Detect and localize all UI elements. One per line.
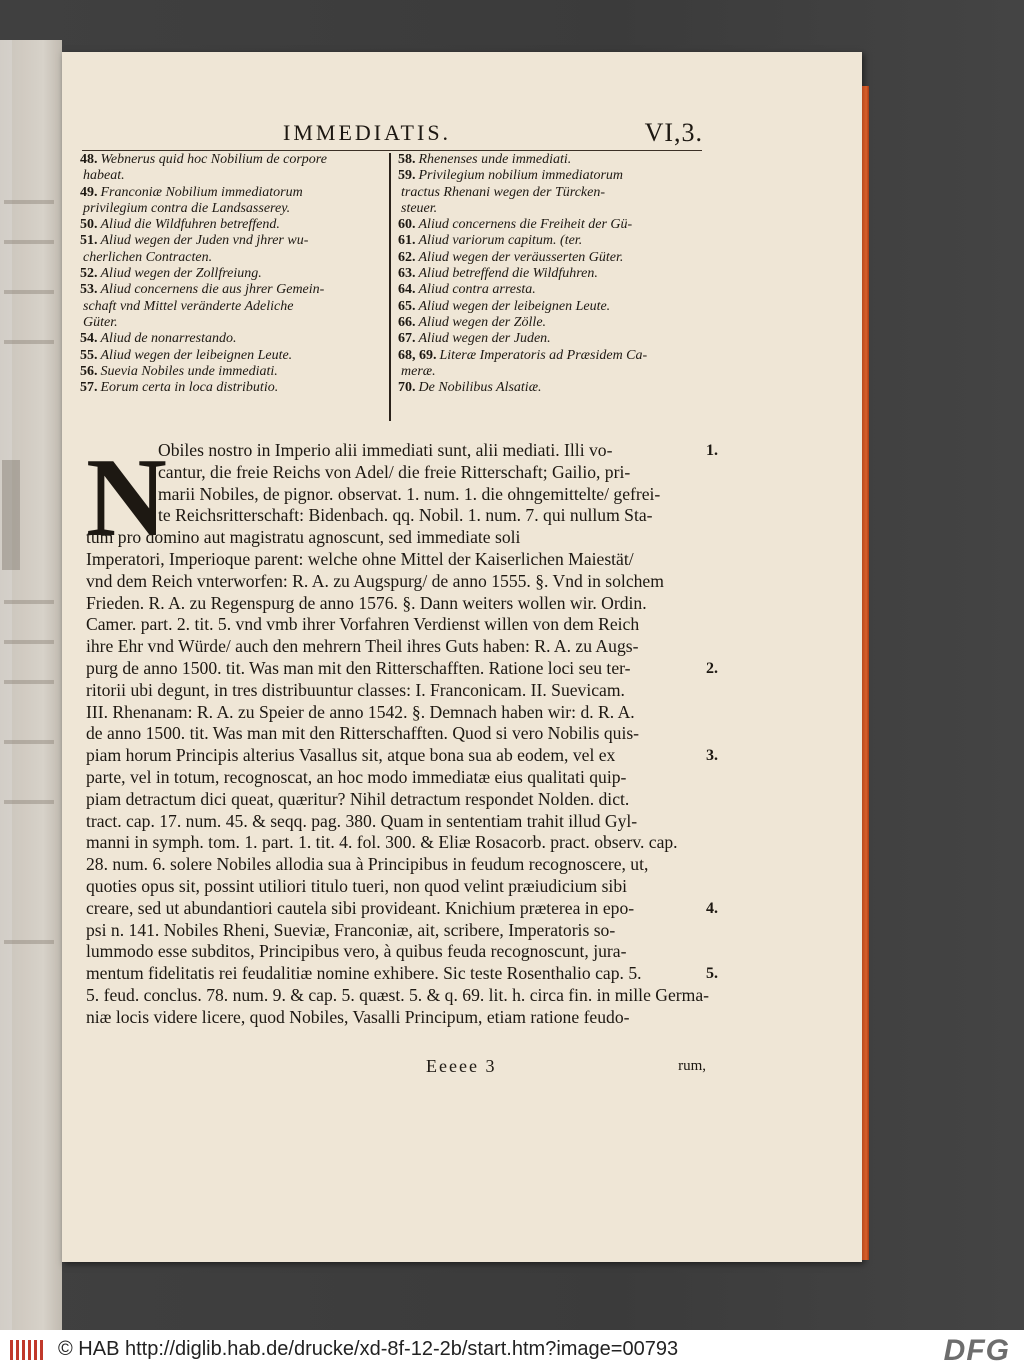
summary-entry-text: schaft vnd Mittel veränderte Adeliche [83,298,294,314]
bleed-through-line [4,640,54,644]
summary-entry-number: 57. [80,380,98,396]
summary-entry-number: 56. [80,363,98,379]
summary-entry-text: Aliud die Wildfuhren betreffend. [100,217,280,233]
summary-entry-number: 58. [398,152,416,167]
summary-entry [398,250,704,266]
bleed-through-glyph [2,460,70,570]
summary-entry [398,152,704,168]
summary-entry-text: cherlichen Contracten. [83,249,213,265]
running-header [283,120,703,150]
bleed-through-line [4,240,54,244]
body-line: mentum fidelitatis rei feudalitiæ nomine exhibere. Sic teste Rosenthalio cap. 5. [86,963,642,984]
red-page-edge [862,86,869,1260]
summary-entry-text: Eorum certa in loca distributio. [100,380,279,396]
summary-entry-number: 67. [398,331,416,347]
summary-entry-text: Rhenenses unde immediati. [418,152,572,167]
previous-page-shadow [0,40,12,1330]
summary-entry-number: 70. [398,380,416,396]
body-line: 5. feud. conclus. 78. num. 9. & cap. 5. quæst. 5. & q. 69. lit. h. circa fin. in mille Germa- [86,984,709,1005]
bleed-through-line [4,290,54,294]
summary-entry [398,299,704,315]
summary-entry [80,331,380,347]
summary-entry-number: 48. [80,152,98,167]
summary-list-right [398,152,704,396]
body-line: III. Rhenanam: R. A. zu Speier de anno 1542. §. Demnach haben wir: d. R. A. [86,701,635,722]
summary-entry-text: Aliud wegen der Zölle. [418,314,547,330]
page-footer [86,1056,706,1080]
summary-entry [398,168,704,184]
summary-entry [398,380,704,396]
summary-entry-number: 65. [398,298,416,314]
summary-entry-number: 61. [398,233,416,249]
summary-entry-text: steuer. [401,200,438,216]
header-rule [82,150,702,151]
summary-entry-text: Aliud wegen der Zollfreiung. [100,266,262,282]
summary-entry [80,168,380,184]
bleed-through-line [4,340,54,344]
body-line: Camer. part. 2. tit. 5. vnd vmb ihrer Vorfahren Verdienst willen von dem Reich [86,614,640,635]
summary-entry-text: Webnerus quid hoc Nobilium de corpore [100,152,327,167]
summary-entry [398,217,704,233]
summary-entry [398,185,704,201]
summary-entry-text: meræ. [401,363,436,379]
viewer-footer-bar [0,1330,1024,1370]
summary-entry-text: Aliud contra arresta. [418,282,536,298]
body-line: parte, vel in totum, recognoscat, an hoc modo immediatæ eius qualitati quip- [86,766,627,787]
summary-entry [398,233,704,249]
summary-entry-text: Aliud wegen der Juden vnd jhrer wu- [100,233,309,249]
summary-entry-number: 60. [398,217,416,233]
summary-entry-text: Aliud betreffend die Wildfuhren. [418,266,598,282]
summary-entry-number: 55. [80,347,98,363]
summary-entry [80,282,380,298]
summary-entry-number: 63. [398,266,416,282]
body-line: psi n. 141. Nobiles Rheni, Sueviæ, Franconiæ, ait, scribere, Imperatoris so- [86,919,616,940]
summary-entry [80,380,380,396]
hab-logo-icon [8,1336,46,1364]
summary-entry [80,152,380,168]
summary-entry-number: 68, 69. [398,347,437,363]
summary-entry-text: Aliud wegen der veräusserten Güter. [418,249,624,265]
body-line: marii Nobiles, de pignor. observat. 1. num. 1. die ohngemittelte/ gefrei- [158,483,661,504]
summary-entry [80,266,380,282]
body-line: te Reichsritterschaft: Bidenbach. qq. Nobil. 1. num. 7. qui nullum Sta- [158,505,653,526]
body-line: vnd dem Reich vnterworfen: R. A. zu Augspurg/ de anno 1555. §. Vnd in solchem [86,570,664,591]
summary-entry-number: 59. [398,168,416,184]
summary-entry-text: Aliud concernens die Freiheit der Gü- [418,217,633,233]
body-line: ritorii ubi degunt, in tres distribuuntur classes: I. Franconicam. II. Suevicam. [86,679,625,700]
summary-entry [80,299,380,315]
body-line: Frieden. R. A. zu Regenspurg de anno 1576. §. Dann weiters wollen wir. Ordin. [86,592,647,613]
summary-entry-text: Franconiæ Nobilium immediatorum [100,184,303,200]
bleed-through-line [4,940,54,944]
summary-entry [80,364,380,380]
body-line: tract. cap. 17. num. 45. & seqq. pag. 380. Quam in sententiam trahit illud Gyl- [86,810,638,831]
summary-entry-text: Suevia Nobiles unde immediati. [100,363,278,379]
summary-entry [80,217,380,233]
body-text [86,436,709,1029]
summary-entry-number: 66. [398,314,416,330]
summary-entry-text: Privilegium nobilium immediatorum [418,168,624,184]
body-line: ihre Ehr vnd Würde/ auch den mehrern Theil ihres Guts haben: R. A. zu Augs- [86,636,639,657]
summary-entry-text: Aliud de nonarrestando. [100,331,237,347]
summary-entry [398,315,704,331]
summary-entry-number: 62. [398,249,416,265]
previous-page-edge [0,40,62,1330]
body-line: niæ locis videre licere, quod Nobiles, Vasalli Principum, etiam ratione feudo- [86,1006,630,1027]
summary-entry [80,233,380,249]
summary-entry [80,348,380,364]
drop-cap: N [86,436,167,560]
summary-entry [398,201,704,217]
folio-number: VI,3. [644,118,703,147]
summary-entry-number: 53. [80,282,98,298]
body-line: quoties opus sit, possint utiliori titulo tueri, non quod velint præiudicium sibi [86,875,628,896]
body-line: creare, sed ut abundantiori cautela sibi provideant. Knichium præterea in epo- [86,897,635,918]
summary-entry [398,266,704,282]
summary-entry [398,331,704,347]
summary-entry-number: 52. [80,266,98,282]
body-line: purg de anno 1500. tit. Was man mit den Ritterschafften. Ratione loci seu ter- [86,657,631,678]
summary-entry-text: Aliud wegen der leibeignen Leute. [100,347,293,363]
summary-entry-number: 50. [80,217,98,233]
body-line: 28. num. 6. solere Nobiles allodia sua à Principibus in feudum recognoscere, ut, [86,854,649,875]
body-line: piam horum Principis alterius Vasallus sit, atque bona sua ab eodem, vel ex [86,745,616,766]
bleed-through-line [4,600,54,604]
summary-entry-text: tractus Rhenani wegen der Türcken- [401,184,605,200]
marginal-number: 3. [706,747,718,765]
body-line: cantur, die freie Reichs von Adel/ die freie Ritterschaft; Gailio, pri- [158,461,631,482]
summary-entry [80,201,380,217]
summary-entry [80,185,380,201]
body-line: de anno 1500. tit. Was man mit den Ritterschafften. Quod si vero Nobilis quis- [86,723,640,744]
bleed-through-line [4,740,54,744]
body-line: Obiles nostro in Imperio alii immediati sunt, alii mediati. Illi vo- [158,440,613,460]
body-line: manni in symph. tom. 1. part. 1. tit. 4. fol. 300. & Eliæ Rosacorb. pract. observ. cap. [86,832,678,853]
bleed-through-line [4,200,54,204]
catchword: rum, [678,1058,706,1074]
summary-entry-number: 49. [80,184,98,200]
summary-list-left [80,152,380,396]
body-line: tum pro domino aut magistratu agnoscunt, sed immediate soli [86,527,521,548]
marginal-number: 1. [706,442,718,459]
bleed-through-line [4,680,54,684]
summary-entry-text: Aliud variorum capitum. (ter. [418,233,583,249]
body-line: piam detractum dici queat, quæritur? Nihil detractum respondet Nolden. dict. [86,788,630,809]
summary-entry-number: 54. [80,331,98,347]
summary-entry-text: Güter. [83,314,118,330]
summary-entry-text: Literæ Imperatoris ad Præsidem Ca- [439,347,648,363]
bleed-through-line [4,800,54,804]
summary-entry [398,282,704,298]
summary-entry-text: Aliud wegen der Juden. [418,331,551,347]
signature-mark: Eeeee 3 [426,1056,497,1076]
marginal-number: 4. [706,899,718,917]
running-head-title: IMMEDIATIS. [283,120,452,145]
summary-entry [80,250,380,266]
summary-entry [398,364,704,380]
summary-column-divider [389,153,391,421]
summary-entry-text: De Nobilibus Alsatiæ. [418,380,542,396]
summary-entry-number: 64. [398,282,416,298]
body-line: lummodo esse subditos, Principibus vero, à quibus feuda recognoscunt, jura- [86,941,627,962]
body-line: Imperatori, Imperioque parent: welche ohne Mittel der Kaiserlichen Maiestät/ [86,548,634,569]
summary-entry [80,315,380,331]
summary-entry [398,348,704,364]
summary-entry-text: habeat. [83,168,125,184]
dfg-logo: DFG [943,1334,1010,1367]
summary-entry-number: 51. [80,233,98,249]
summary-entry-text: Aliud concernens die aus jhrer Gemein- [100,282,325,298]
summary-entry-text: privilegium contra die Landsasserey. [83,200,291,216]
copyright-link[interactable]: © HAB http://diglib.hab.de/drucke/xd-8f-12-2b/start.htm?image=00793 [58,1338,679,1360]
marginal-number: 2. [706,660,718,677]
summary-entry-text: Aliud wegen der leibeignen Leute. [418,298,611,314]
marginal-number: 5. [706,965,718,983]
